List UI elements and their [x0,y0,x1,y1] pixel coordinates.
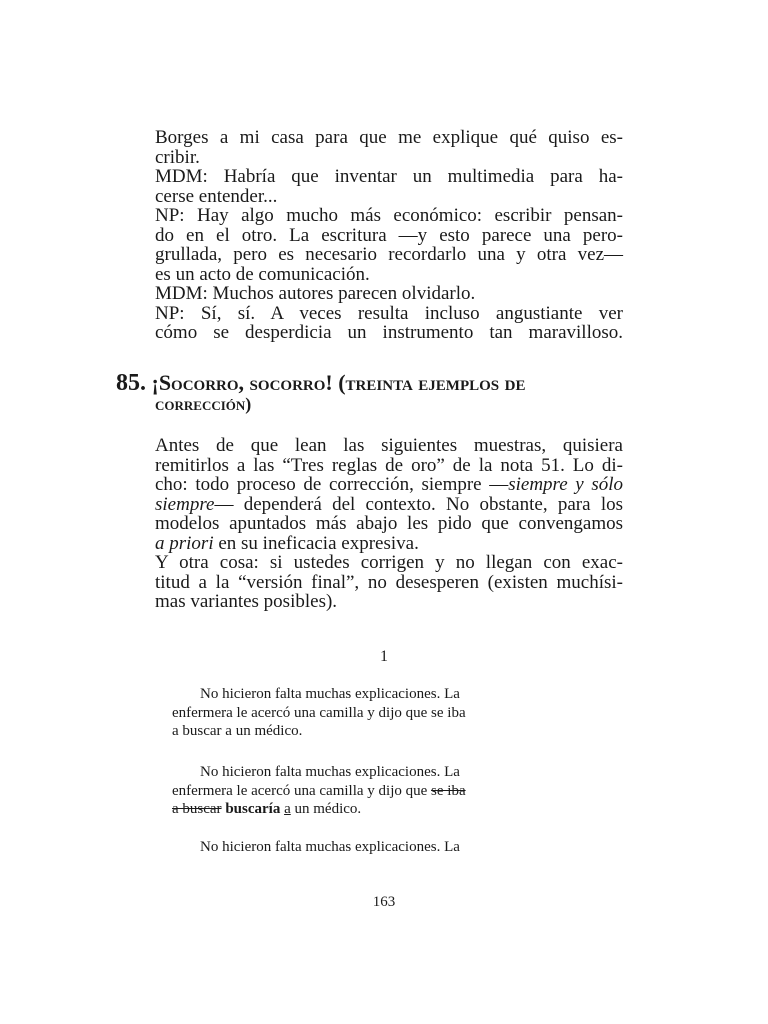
body-line [155,534,623,554]
example-line: No hicieron falta muchas explicaciones. La [200,764,460,780]
italic-text: siempre [155,493,215,515]
example-text: un médico. [290,801,362,817]
body-line: titud a la “versión final”, no desesperen (existen muchísi- [155,571,623,593]
dialogue-line: do en el otro. La escritura —y esto parece una pero- [155,224,623,246]
example-line: enfermera le acercó una camilla y dijo que se iba [172,704,466,721]
example-line [172,800,564,819]
example-line: No hicieron falta muchas explicaciones. La [200,686,460,702]
example-paragraph-3 [172,838,564,857]
body-line [155,495,623,515]
body-line: remitirlos a las “Tres reglas de oro” de la nota 51. Lo di- [155,454,623,476]
example-line [172,782,564,801]
italic-text: siempre y sólo [508,474,623,495]
struck-text: se iba [431,782,466,799]
dialogue-line: cerse entender... [155,185,278,207]
body-paragraph [155,436,623,612]
page-number: 163 [372,894,396,910]
body-line: mas variantes posibles). [155,591,338,612]
section-heading [116,372,636,414]
body-text: en su ineficacia expresiva. [213,532,419,554]
example-text: enfermera le acercó una camilla y dijo que [172,782,432,799]
underlined-text: a [284,801,291,817]
body-line: Y otra cosa: si ustedes corrigen y no llegan con exac- [155,552,623,573]
dialogue-line: MDM: Muchos autores parecen olvidarlo. [155,283,476,304]
dialogue-block [155,128,623,343]
italic-text: a priori [155,532,214,554]
example-paragraph-2 [172,763,564,819]
body-line [155,436,623,456]
dialogue-line: MDM: Habría que inventar un multimedia para ha- [155,166,623,187]
body-text: cho: todo proceso de corrección, siempre — [155,474,509,495]
dialogue-line: NP: Hay algo mucho más económico: escribir pensan- [155,205,623,226]
dialogue-line: cribir. [155,146,200,168]
section-number: 85. [116,370,146,396]
dialogue-line: cómo se desperdicia un instrumento tan maravilloso. [155,322,623,343]
body-line-text: Antes de que lean las siguientes muestras, quisiera [155,435,623,456]
body-text: — dependerá del contexto. No obstante, para los [214,493,623,515]
body-line [155,475,623,495]
section-title-line2: corrección) [155,394,252,414]
struck-text: a buscar [172,801,222,817]
dialogue-line: Borges a mi casa para que me explique qué quiso es- [155,127,623,148]
dialogue-line: es un acto de comunicación. [155,263,370,285]
correction-text: buscaría [225,801,281,817]
example-line: a buscar a un médico. [172,723,303,739]
example-paragraph-1 [172,685,564,741]
section-title-line1: ¡Socorro, socorro! (treinta ejemplos de [151,370,526,395]
example-number: 1 [380,648,388,665]
body-line: modelos apuntados más abajo les pido que convengamos [155,513,623,534]
dialogue-line: NP: Sí, sí. A veces resulta incluso angustiante ver [155,302,623,324]
dialogue-line: grullada, pero es necesario recordarlo una y otra vez— [155,244,623,265]
example-line: No hicieron falta muchas explicaciones. La [200,839,460,855]
